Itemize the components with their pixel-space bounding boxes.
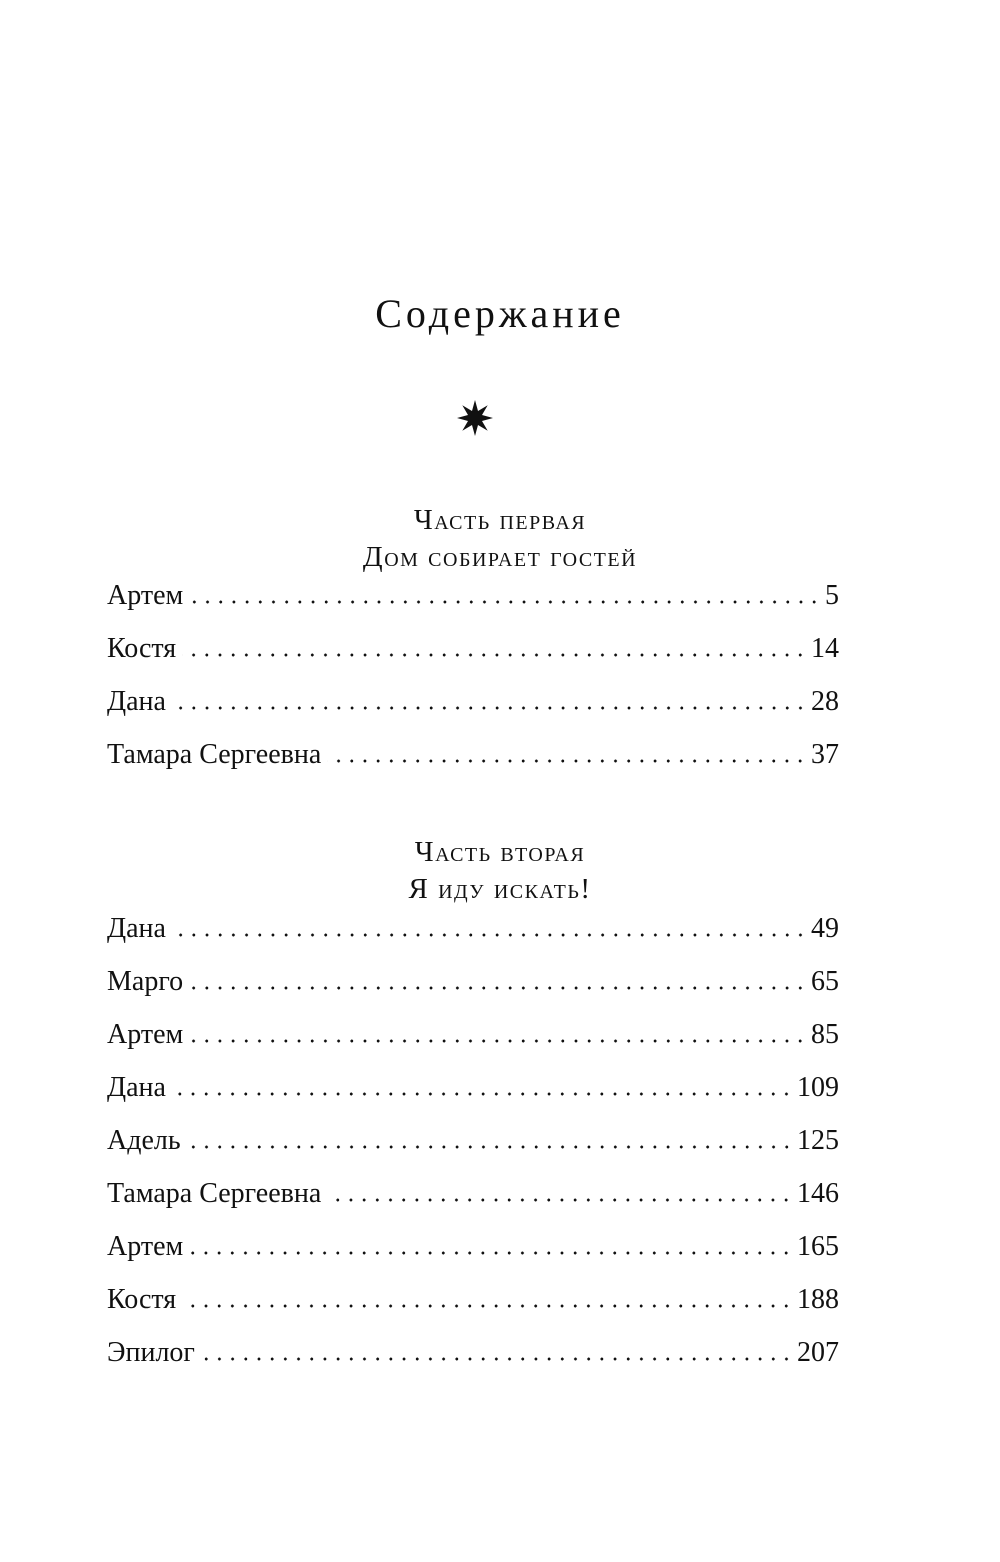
entry-title: Артем bbox=[107, 1019, 184, 1050]
toc-entry[interactable] bbox=[107, 1019, 839, 1072]
entry-page: 14 bbox=[811, 633, 839, 664]
entry-page: 165 bbox=[797, 1231, 839, 1262]
part-heading bbox=[0, 502, 1000, 576]
toc-list bbox=[107, 913, 839, 1390]
part-label: Часть вторая bbox=[414, 836, 586, 868]
entry-title: Артем bbox=[107, 580, 184, 611]
dot-leader bbox=[182, 653, 807, 657]
dot-leader bbox=[189, 600, 821, 604]
entry-page: 85 bbox=[811, 1019, 839, 1050]
entry-title: Марго bbox=[107, 966, 184, 997]
entry-page: 125 bbox=[797, 1125, 839, 1156]
toc-entry[interactable] bbox=[107, 1284, 839, 1337]
toc-entry[interactable] bbox=[107, 1337, 839, 1390]
entry-page: 49 bbox=[811, 913, 839, 944]
entry-title: Дана bbox=[107, 913, 166, 944]
page-title: Содержание bbox=[375, 291, 625, 336]
dot-leader bbox=[327, 759, 807, 763]
dot-leader bbox=[172, 933, 807, 937]
dot-leader bbox=[187, 1145, 793, 1149]
entry-page: 37 bbox=[811, 739, 839, 770]
dot-leader bbox=[189, 1039, 807, 1043]
dot-leader bbox=[327, 1198, 793, 1202]
toc-entry[interactable] bbox=[107, 686, 839, 739]
entry-title: Тамара Сергеевна bbox=[107, 1178, 322, 1209]
part-heading bbox=[0, 834, 1000, 908]
star-icon bbox=[455, 398, 495, 438]
entry-page: 207 bbox=[797, 1337, 839, 1368]
dot-leader bbox=[189, 986, 807, 990]
dot-leader bbox=[172, 1092, 793, 1096]
dot-leader bbox=[189, 1251, 793, 1255]
entry-page: 109 bbox=[797, 1072, 839, 1103]
toc-list bbox=[107, 580, 839, 792]
entry-page: 28 bbox=[811, 686, 839, 717]
entry-title: Артем bbox=[107, 1231, 184, 1262]
entry-page: 5 bbox=[825, 580, 839, 611]
dot-leader bbox=[182, 1304, 793, 1308]
entry-page: 146 bbox=[797, 1178, 839, 1209]
toc-entry[interactable] bbox=[107, 913, 839, 966]
entry-title: Дана bbox=[107, 1072, 166, 1103]
toc-entry[interactable] bbox=[107, 1178, 839, 1231]
toc-entry[interactable] bbox=[107, 1231, 839, 1284]
toc-entry[interactable] bbox=[107, 1072, 839, 1125]
toc-entry[interactable] bbox=[107, 633, 839, 686]
dot-leader bbox=[201, 1357, 793, 1361]
entry-title: Адель bbox=[107, 1125, 181, 1156]
toc-entry[interactable] bbox=[107, 580, 839, 633]
entry-title: Костя bbox=[107, 633, 177, 664]
part-label: Часть первая bbox=[413, 504, 587, 536]
toc-entry[interactable] bbox=[107, 739, 839, 792]
toc-entry[interactable] bbox=[107, 966, 839, 1019]
entry-title: Дана bbox=[107, 686, 166, 717]
entry-title: Тамара Сергеевна bbox=[107, 739, 322, 770]
entry-title: Эпилог bbox=[107, 1337, 195, 1368]
entry-page: 188 bbox=[797, 1284, 839, 1315]
entry-title: Костя bbox=[107, 1284, 177, 1315]
dot-leader bbox=[172, 706, 807, 710]
entry-page: 65 bbox=[811, 966, 839, 997]
part-subtitle: Дом собирает гостей bbox=[362, 541, 638, 573]
toc-entry[interactable] bbox=[107, 1125, 839, 1178]
part-subtitle: Я иду искать! bbox=[408, 873, 592, 905]
